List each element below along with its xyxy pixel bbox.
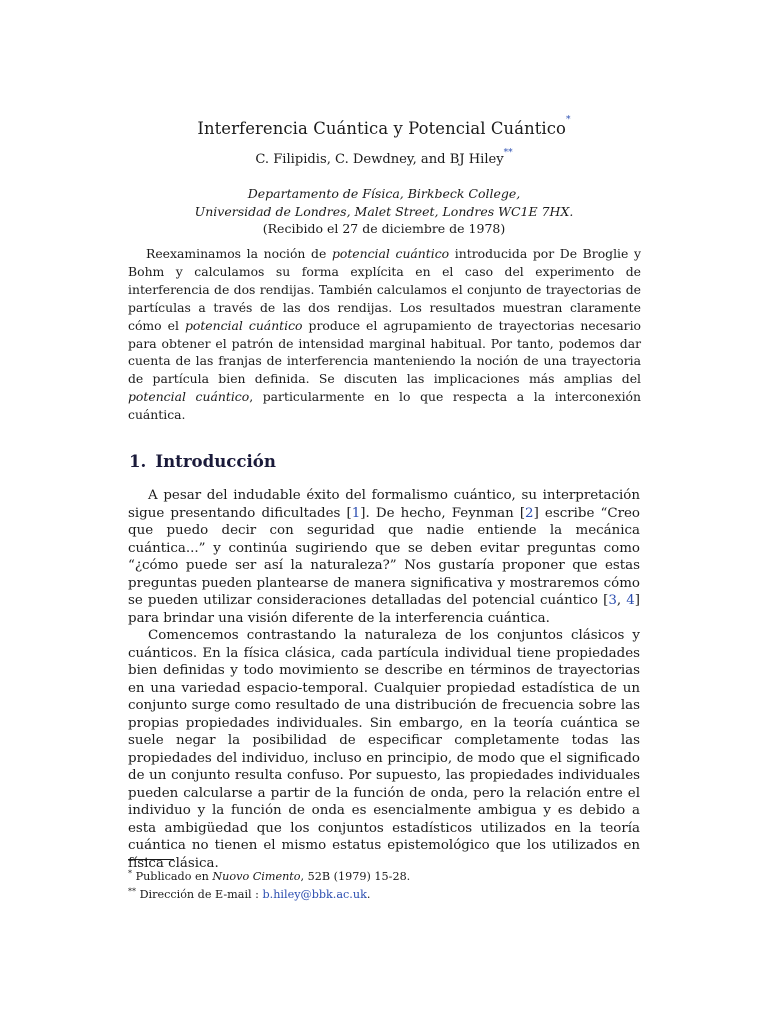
abstract-emphasis-3: potencial cuántico — [128, 389, 250, 405]
paper-title — [0, 115, 768, 138]
citation-link-1[interactable]: 1 — [351, 505, 361, 521]
citation-link-3[interactable]: 3 — [608, 593, 617, 608]
footnote-2-marker: ** — [128, 886, 136, 896]
abstract-emphasis-1: potencial cuántico — [331, 246, 450, 261]
section-title: Introducción — [155, 451, 276, 471]
footnote-1-text: Publicado en — [135, 870, 213, 883]
para1-text-1: A pesar del indudable éxito del formalismo cuántico, su interpretación sigue presentando dificultades [ — [128, 488, 640, 521]
footnote-divider — [128, 859, 174, 860]
title-footnote-marker[interactable]: * — [566, 115, 571, 125]
citation-link-4[interactable]: 4 — [626, 593, 635, 608]
abstract-text-1: Reexaminamos la noción de — [146, 246, 332, 261]
para1-text-4: , — [616, 593, 627, 608]
paper-title-text: Interferencia Cuántica y Potencial Cuántico — [197, 119, 566, 138]
footnote-2-period: . — [366, 887, 371, 901]
footnote-1-citation: , 52B (1979) 15-28. — [300, 870, 411, 883]
abstract-text-4: , particularmente en lo que respecta a la interconexión cuántica. — [128, 389, 641, 423]
footnote-1 — [128, 868, 648, 886]
abstract-text-3: produce el agrupamiento de trayectorias necesario para obtener el patrón de intensidad marginal habitual. Por tanto, podemos dar cuenta de las franjas de interferencia manteniendo la noción de una trayectoria de partícula bien definida. Se discuten las implicaciones más amplias del — [128, 317, 641, 387]
affiliation-line-1: Departamento de Física, Birkbeck College, — [247, 186, 521, 201]
body-paragraph-2: Comencemos contrastando la naturaleza de los conjuntos clásicos y cuánticos. En la física clásica, cada partícula individual tiene propiedades bien definidas y todo movimiento se describe en términos de trayectorias en una variedad espacio-temporal. Cualquier propiedad estadística de un conjunto surge como resultado de una distribución de frecuencia sobre las propias propiedades individuales. Sin embargo, en la teoría cuántica se suele negar la posibilidad de especificar completamente todas las propiedades del individuo, incluso en principio, de modo que el significado de un conjunto resulta confuso. Por supuesto, las propiedades individuales pueden calcularse a partir de la función de onda, pero la relación entre el individuo y la función de onda es esencialmente ambigua y es debido a esta ambigüedad que los conjuntos estadísticos utilizados en la teoría cuántica no tienen el mismo estatus epistemológico que los utilizados en física clásica. — [128, 628, 640, 871]
abstract-text-2: introducida por De Broglie y Bohm y calculamos su forma explícita en el caso del experimento de interferencia de dos rendijas. También calculamos el conjunto de trayectorias de partículas a través de las dos rendijas. Los resultados muestran claramente cómo el — [128, 246, 641, 333]
affiliation-block — [0, 185, 768, 238]
citation-link-2[interactable]: 2 — [525, 505, 534, 521]
author-names: C. Filipidis, C. Dewdney, and BJ Hiley — [255, 152, 504, 167]
footnote-2-text: Dirección de E-mail : — [139, 887, 263, 901]
body-paragraph-1 — [128, 487, 640, 627]
footnote-1-journal: Nuovo Cimento — [212, 870, 301, 883]
abstract — [128, 245, 641, 424]
footnote-1-marker: * — [128, 869, 132, 878]
footnote-2 — [128, 886, 648, 904]
abstract-emphasis-2: potencial cuántico — [184, 317, 303, 333]
body-text — [128, 487, 640, 872]
section-heading — [129, 451, 649, 471]
para1-text-5: ] para brindar una visión diferente de la interferencia cuántica. — [128, 593, 641, 626]
para1-text-2: ]. De hecho, Feynman [ — [360, 505, 526, 521]
abstract-paragraph — [128, 245, 641, 424]
section-number: 1. — [129, 451, 147, 471]
para1-text-3: ] escribe “Creo que puedo decir con seguridad que nadie entiende la mecánica cuántica...” y continúa sugiriendo que se deben evitar preguntas como “¿cómo puede ser así la naturaleza?” Nos gustaría proponer que estas preguntas pueden plantearse de manera significativa y mostraremos cómo se pueden utilizar consideraciones detalladas del potencial cuántico [ — [128, 505, 640, 608]
email-link[interactable]: b.hiley@bbk.ac.uk — [262, 887, 367, 901]
author-list — [0, 148, 768, 167]
author-footnote-marker[interactable]: ** — [503, 148, 513, 158]
received-date: (Recibido el 27 de diciembre de 1978) — [262, 221, 506, 236]
affiliation-line-2: Universidad de Londres, Malet Street, Londres WC1E 7HX. — [194, 203, 574, 219]
footnotes — [128, 868, 648, 903]
